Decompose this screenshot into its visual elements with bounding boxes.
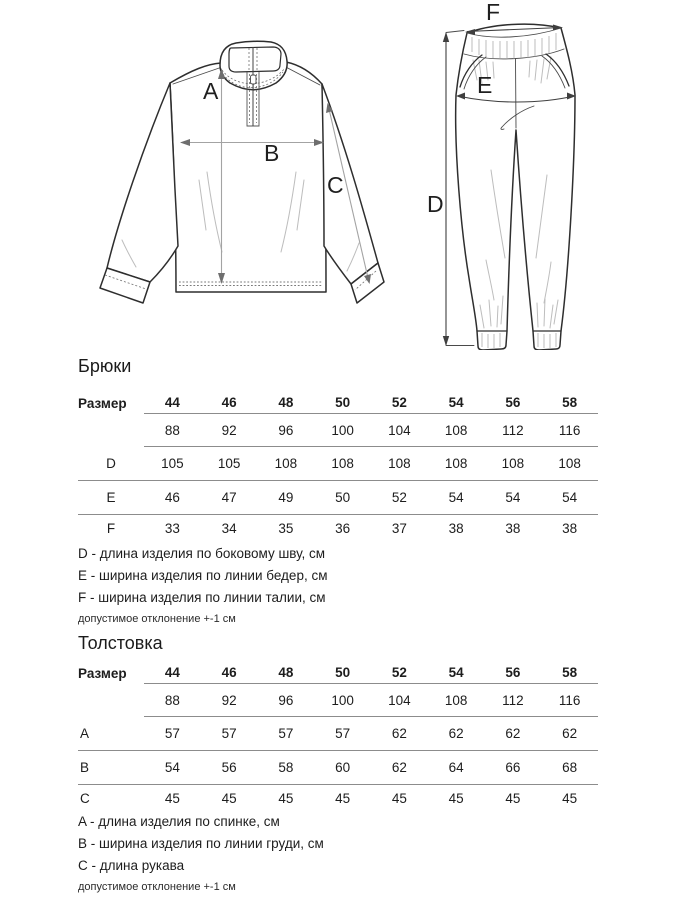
legend-item: F - ширина изделия по линии талии, см [78,590,326,605]
cm-cell: 112 [502,422,524,438]
measure-label-c: C [327,172,344,198]
cm-cell: 88 [164,422,180,438]
cm-cell: 116 [558,692,581,708]
legend-item: B - ширина изделия по линии груди, см [78,836,324,851]
value-cell: 62 [562,726,578,741]
value-cell: 62 [391,726,407,741]
cm-row [78,684,598,717]
value-cell: 38 [562,520,578,536]
value-cell: 66 [505,760,521,775]
value-cell: 49 [278,490,294,505]
value-cell: 54 [448,490,464,505]
value-cell: 56 [221,760,237,775]
value-cell: 45 [335,790,351,806]
cm-cell: 88 [164,692,180,708]
cm-cell: 92 [221,422,237,438]
size-col-header: 58 [562,395,578,410]
size-col-header: 56 [505,395,521,410]
size-col-header: 58 [562,665,578,680]
sweatshirt-legend [78,811,675,877]
cm-cell: 108 [444,422,468,438]
measure-row-f [78,515,598,541]
value-cell: 62 [448,726,464,741]
value-cell: 108 [558,456,581,471]
sweatshirt-drawing [100,41,384,303]
size-col-header: 46 [221,665,237,680]
pants-tolerance-note: допустимое отклонение +-1 см [78,613,236,625]
size-col-header: 50 [335,665,351,680]
legend-item: E - ширина изделия по линии бедер, см [78,568,328,583]
value-cell: 50 [335,490,351,505]
value-cell: 38 [505,520,521,536]
measure-row-label: D [106,456,116,471]
measure-row-label: C [80,790,90,806]
value-cell: 45 [278,790,294,806]
size-col-header: 48 [278,665,294,680]
measure-row-label: F [106,520,116,536]
value-cell: 45 [448,790,464,806]
size-col-header: 50 [335,395,351,410]
value-cell: 54 [562,490,578,505]
value-cell: 36 [335,520,351,536]
value-cell: 108 [501,456,525,471]
size-col-header: 52 [391,395,407,410]
cm-cell: 100 [331,692,354,708]
zipper-pull [251,75,257,84]
value-cell: 62 [505,726,521,741]
size-col-header: 44 [164,395,180,410]
value-cell: 108 [274,456,298,471]
cm-cell: 96 [278,692,294,708]
value-cell: 45 [562,790,578,806]
measure-row-b [78,751,598,785]
size-row-label: Размер [78,395,127,411]
measure-label-b: B [264,140,280,166]
measure-label-e: E [477,72,493,98]
value-cell: 52 [391,490,407,505]
value-cell: 45 [221,790,237,806]
cm-row [78,414,598,447]
measure-row-label: E [106,490,116,505]
value-cell: 45 [505,790,521,806]
cm-cell: 112 [502,692,524,708]
value-cell: 105 [217,456,241,471]
sweatshirt-section-title: Толстовка [78,633,163,653]
measure-label-d: D [427,191,444,217]
measure-row-e [78,481,598,515]
garment-drawings [0,0,675,350]
pants-section-title: Брюки [78,356,132,376]
value-cell: 105 [161,456,184,471]
measure-row-c [78,785,598,811]
cm-cell: 104 [388,422,411,438]
size-row-label: Размер [78,665,127,681]
measure-label-a: A [203,78,219,104]
pants-size-table [78,392,598,541]
value-cell: 35 [278,520,294,536]
value-cell: 58 [278,760,294,775]
collar-opening [229,47,281,72]
size-col-header: 54 [448,665,464,680]
cm-cell: 96 [278,422,294,438]
value-cell: 108 [388,456,411,471]
legend-item: D - длина изделия по боковому шву, см [78,546,326,561]
value-cell: 34 [221,520,237,536]
cm-cell: 108 [444,692,468,708]
size-col-header: 46 [221,395,237,410]
value-cell: 37 [391,520,407,536]
size-col-header: 54 [448,395,464,410]
value-cell: 60 [335,760,351,775]
value-cell: 45 [164,790,180,806]
value-cell: 54 [164,760,180,775]
size-col-header: 44 [164,665,180,680]
legend-item: C - длина рукава [78,858,185,873]
cm-cell: 92 [221,692,237,708]
value-cell: 46 [164,490,180,505]
sweatshirt-tolerance-note: допустимое отклонение +-1 см [78,881,236,893]
cm-cell: 104 [388,692,411,708]
value-cell: 57 [164,726,180,741]
value-cell: 108 [331,456,354,471]
value-cell: 57 [278,726,294,741]
value-cell: 64 [448,760,464,775]
size-col-header: 48 [278,395,294,410]
value-cell: 57 [335,726,351,741]
size-col-header: 52 [391,665,407,680]
pants-drawing [427,0,576,350]
value-cell: 33 [164,520,180,536]
value-cell: 108 [444,456,468,471]
size-col-header: 56 [505,665,521,680]
value-cell: 54 [505,490,521,505]
sweatshirt-size-table [78,662,598,811]
value-cell: 38 [448,520,464,536]
measure-row-label: A [80,726,90,741]
cm-cell: 100 [331,422,354,438]
measure-row-label: B [80,760,90,775]
pants-legend [78,543,675,609]
value-cell: 62 [391,760,407,775]
value-cell: 68 [562,760,578,775]
cm-cell: 116 [558,422,581,438]
table-header-row [78,392,598,414]
value-cell: 45 [391,790,407,806]
measure-row-a [78,717,598,751]
legend-item: A - длина изделия по спинке, см [78,814,280,829]
measure-row-d [78,447,598,481]
value-cell: 47 [221,490,237,505]
value-cell: 57 [221,726,237,741]
table-header-row [78,662,598,684]
measure-label-f: F [486,0,501,25]
